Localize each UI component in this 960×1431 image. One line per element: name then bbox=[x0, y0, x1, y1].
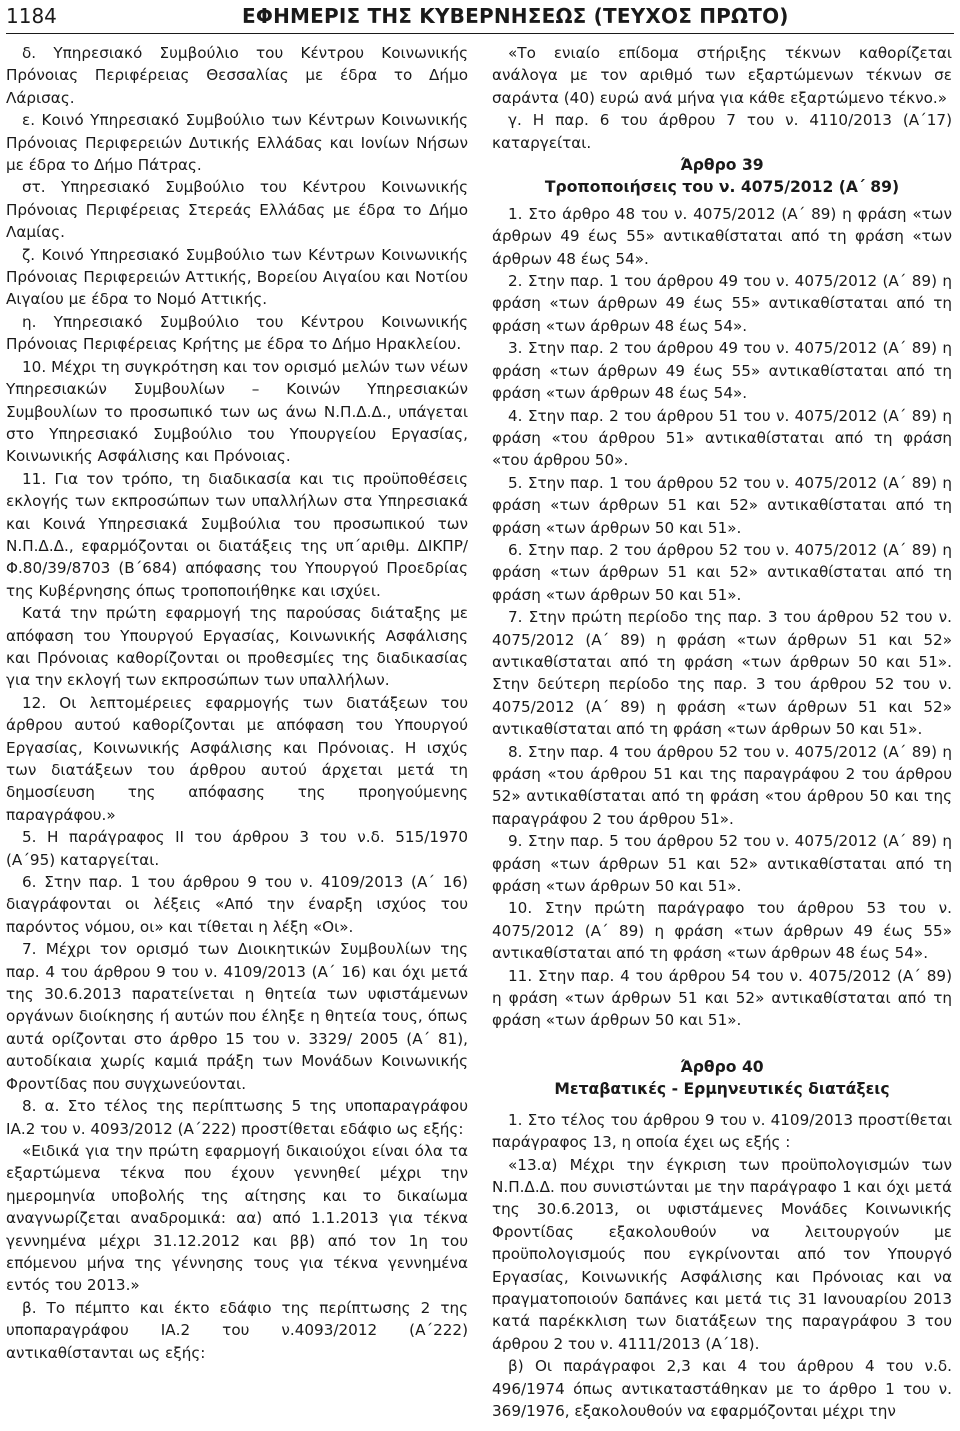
paragraph: 11. Στην παρ. 4 του άρθρου 54 του ν. 4075/2012 (Α΄ 89) η φράση «των άρθρων 51 και 52» αντικαθίσταται από τη φράση «των άρθρων 50 και 51». bbox=[492, 966, 952, 1030]
paragraph: δ. Υπηρεσιακό Συμβούλιο του Κέντρου Κοινωνικής Πρόνοιας Περιφέρειας Θεσσαλίας με έδρα το Δήμο Λάρισας. bbox=[6, 44, 468, 107]
paragraph: ε. Κοινό Υπηρεσιακό Συμβούλιο των Κέντρων Κοινωνικής Πρόνοιας Περιφερειών Δυτικής Ελλάδας και Ιονίων Νήσων με έδρα το Δήμο Πάτρας. bbox=[6, 111, 468, 175]
paragraph: η. Υπηρεσιακό Συμβούλιο του Κέντρου Κοινωνικής Πρόνοιας Περιφέρειας Κρήτης με έδρα το Δήμο Ηρακλείου. bbox=[6, 312, 468, 354]
paragraph: 5. Στην παρ. 1 του άρθρου 52 του ν. 4075/2012 (Α΄ 89) η φράση «των άρθρων 51 και 52» αντικαθίσταται από τη φράση «των άρθρων 50 και 51». bbox=[492, 473, 952, 537]
paragraph: β) Οι παράγραφοι 2,3 και 4 του άρθρου 4 του ν.δ. 496/1974 όπως αντικαταστάθηκαν με το άρθρο 1 του ν. 369/1976, εξακολουθούν να εφαρμόζονται μέχρι την bbox=[492, 1357, 952, 1420]
paragraph: 7. Μέχρι τον ορισμό των Διοικητικών Συμβουλίων της παρ. 4 του άρθρου 9 του ν. 4109/2013 (Α΄ 16) και όχι μετά της 30.6.2013 παρατείνεται η θητεία των υφιστάμενων οργάνων διοίκησης ή αυτών που έληξε η θητεία τους, όπως αυτά ορίζονται στο άρθρο 15 του ν. 3329/ 2005 (Α΄ 81), αυτοδίκαια χωρίς καμιά πράξη των Μονάδων Κοινωνικής Φροντίδας που συγχωνεύονται. bbox=[6, 940, 468, 1093]
paragraph: 6. Στην παρ. 2 του άρθρου 52 του ν. 4075/2012 (Α΄ 89) η φράση «των άρθρων 51 και 52» αντικαθίσταται από τη φράση «των άρθρων 50 και 51». bbox=[492, 540, 952, 604]
paragraph: 8. Στην παρ. 4 του άρθρου 52 του ν. 4075/2012 (Α΄ 89) η φράση «του άρθρου 51 και της παραγράφου 2 του άρθρου 52» αντικαθίσταται από τη φράση «του άρθρου 50 και της παραγράφου 2 του άρθρου 51». bbox=[492, 742, 952, 828]
article-40-title: Μεταβατικές - Ερμηνευτικές διατάξεις bbox=[554, 1080, 890, 1099]
paragraph: 1. Στο άρθρο 48 του ν. 4075/2012 (Α΄ 89) η φράση «των άρθρων 49 έως 55» αντικαθίσταται από τη φράση «των άρθρων 48 έως 54». bbox=[492, 204, 952, 268]
paragraph: 1. Στο τέλος του άρθρου 9 του ν. 4109/2013 προστίθεται παράγραφος 13, η οποία έχει ως εξής : bbox=[492, 1110, 952, 1152]
paragraph: 5. Η παράγραφος ΙΙ του άρθρου 3 του ν.δ. 515/1970 (Α΄95) καταργείται. bbox=[6, 828, 468, 869]
page-header bbox=[0, 0, 960, 38]
article-39-number: Άρθρο 39 bbox=[680, 156, 764, 175]
page-number: 1184 bbox=[6, 4, 57, 28]
paragraph: «13.α) Μέχρι την έγκριση των προϋπολογισμών των Ν.Π.Δ.Δ. που συνιστώνται με την παράγραφο 1 και όχι μετά της 30.6.2013, οι υφιστάμενες Μονάδες Κοινωνικής Φροντίδας εξακολουθούν να λειτουργούν με προϋπολογισμούς που εγκρίνονται από τον Υπουργό Εργασίας, Κοινωνικής Ασφάλισης και Πρόνοιας και να πραγματοποιούν δαπάνες και μετά τις 31 Ιανουαρίου 2013 κατά παρέκκλιση των διατάξεων της παραγράφου 3 του άρθρου 2 του ν. 4111/2013 (Α΄18). bbox=[492, 1155, 952, 1353]
gazette-title: ΕΦΗΜΕΡΙΣ ΤΗΣ ΚΥΒΕΡΝΗΣΕΩΣ (ΤΕΥΧΟΣ ΠΡΩΤΟ) bbox=[242, 4, 789, 28]
paragraph: 10. Στην πρώτη παράγραφο του άρθρου 53 του ν. 4075/2012 (Α΄ 89) η φράση «των άρθρων 49 έως 55» αντικαθίσταται από τη φράση «των άρθρων 48 έως 54». bbox=[492, 899, 952, 963]
paragraph: 9. Στην παρ. 5 του άρθρου 52 του ν. 4075/2012 (Α΄ 89) η φράση «των άρθρων 51 και 52» αντικαθίσταται από τη φράση «των άρθρων 50 και 51». bbox=[492, 832, 952, 896]
paragraph: 6. Στην παρ. 1 του άρθρου 9 του ν. 4109/2013 (Α΄ 16) διαγράφονται οι λέξεις «Από την έναρξη ισχύος του παρόντος νόμου, οι» και τίθεται η λέξη «Οι». bbox=[6, 873, 468, 936]
paragraph: 10. Μέχρι τη συγκρότηση και τον ορισμό μελών των νέων Υπηρεσιακών Συμβουλίων – Κοινών Υπηρεσιακών Συμβουλίων το προσωπικό των ως άνω Ν.Π.Δ.Δ., υπάγεται στο Υπηρεσιακό Συμβούλιο του Υπουργείου Εργασίας, Κοινωνικής Ασφάλισης και Πρόνοιας. bbox=[6, 357, 468, 466]
paragraph: 8. α. Στο τέλος της περίπτωσης 5 της υποπαραγράφου ΙΑ.2 του ν. 4093/2012 (Α΄222) προστίθεται εδάφιο ως εξής: bbox=[6, 1097, 468, 1138]
paragraph: στ. Υπηρεσιακό Συμβούλιο του Κέντρου Κοινωνικής Πρόνοιας Περιφέρειας Στερεάς Ελλάδας με έδρα το Δήμο Λαμίας. bbox=[6, 178, 468, 242]
paragraph: 7. Στην πρώτη περίοδο της παρ. 3 του άρθρου 52 του ν. 4075/2012 (Α΄ 89) η φράση «των άρθρων 51 και 52» αντικαθίσταται από τη φράση «των άρθρων 50 και 51». Στην δεύτερη περίοδο της παρ. 3 του άρθρου 52 του ν. 4075/2012 (Α΄ 89) η φράση «των άρθρων 51 και 52» αντικαθίσταται από τη φράση «των άρθρων 50 και 51». bbox=[492, 608, 952, 739]
paragraph: 12. Οι λεπτομέρειες εφαρμογής των διατάξεων του άρθρου αυτού καθορίζονται με απόφαση του Υπουργού Εργασίας, Κοινωνικής Ασφάλισης και Πρόνοιας. Η ισχύς των διατάξεων του άρθρου αυτού άρχεται μετά τη δημοσίευση της απόφασης της προηγούμενης παραγράφου.» bbox=[6, 693, 468, 824]
article-40-number: Άρθρο 40 bbox=[680, 1057, 764, 1076]
paragraph: «Ειδικά για την πρώτη εφαρμογή δικαιούχοι είναι όλα τα εξαρτώμενα τέκνα που έχουν γεννηθεί μέχρι την ημερομηνία υποβολής της αίτησης και το δικαίωμα αναγνωρίζεται αναδρομικά: αα) από 1.1.2013 για τέκνα γεννημένα μέχρι 31.12.2012 και ββ) από τον 1η του επόμενου μήνα της γέννησης τους για τέκνα γεννημένα εντός του 2013.» bbox=[6, 1141, 468, 1295]
paragraph: γ. Η παρ. 6 του άρθρου 7 του ν. 4110/2013 (Α΄17) καταργείται. bbox=[492, 111, 952, 152]
paragraph: Κατά την πρώτη εφαρμογή της παρούσας διάταξης με απόφαση του Υπουργού Εργασίας, Κοινωνικής Ασφάλισης και Πρόνοιας καθορίζονται οι προθεσμίες της διαδικασίας για την εκλογή των εκπροσώπων των υπαλλήλων. bbox=[6, 604, 468, 690]
paragraph: β. Το πέμπτο και έκτο εδάφιο της περίπτωσης 2 της υποπαραγράφου ΙΑ.2 του ν.4093/2012 (Α΄222) αντικαθίστανται ως εξής: bbox=[6, 1298, 468, 1362]
section-gap bbox=[492, 1032, 952, 1056]
article-39-title: Τροποποιήσεις του ν. 4075/2012 (Α΄ 89) bbox=[544, 178, 900, 197]
left-column bbox=[6, 42, 468, 1427]
paragraph: ζ. Κοινό Υπηρεσιακό Συμβούλιο των Κέντρων Κοινωνικής Πρόνοιας Περιφερειών Αττικής, Βορείου Αιγαίου και Νοτίου Αιγαίου με έδρα το Νομό Αττικής. bbox=[6, 245, 468, 309]
header-rule bbox=[6, 33, 954, 34]
paragraph: 3. Στην παρ. 2 του άρθρου 49 του ν. 4075/2012 (Α΄ 89) η φράση «των άρθρων 49 έως 55» αντικαθίσταται από τη φράση «των άρθρων 48 έως 54». bbox=[492, 339, 952, 403]
paragraph: «Το ενιαίο επίδομα στήριξης τέκνων καθορίζεται ανάλογα με τον αριθμό των εξαρτώμενων τέκνων σε σαράντα (40) ευρώ ανά μήνα για κάθε εξαρτώμενο τέκνο.» bbox=[492, 44, 952, 107]
paragraph: 4. Στην παρ. 2 του άρθρου 51 του ν. 4075/2012 (Α΄ 89) η φράση «του άρθρου 51» αντικαθίσταται από τη φράση «του άρθρου 50». bbox=[492, 406, 952, 470]
paragraph: 11. Για τον τρόπο, τη διαδικασία και τις προϋποθέσεις εκλογής των εκπροσώπων των υπαλλήλων στα Υπηρεσιακά και Κοινά Υπηρεσιακά Συμβούλια του προσωπικού των Ν.Π.Δ.Δ., εφαρμόζονται οι διατάξεις της υπ΄αριθμ. ΔΙΚΠΡ/Φ.80/39/8703 (Β΄684) απόφασης του Υπουργού Προεδρίας της Κυβέρνησης όπως τροποποιήθηκε και ισχύει. bbox=[6, 469, 468, 600]
paragraph: 2. Στην παρ. 1 του άρθρου 49 του ν. 4075/2012 (Α΄ 89) η φράση «των άρθρων 49 έως 55» αντικαθίσταται από τη φράση «των άρθρων 48 έως 54». bbox=[492, 272, 952, 335]
right-column bbox=[492, 42, 952, 1427]
